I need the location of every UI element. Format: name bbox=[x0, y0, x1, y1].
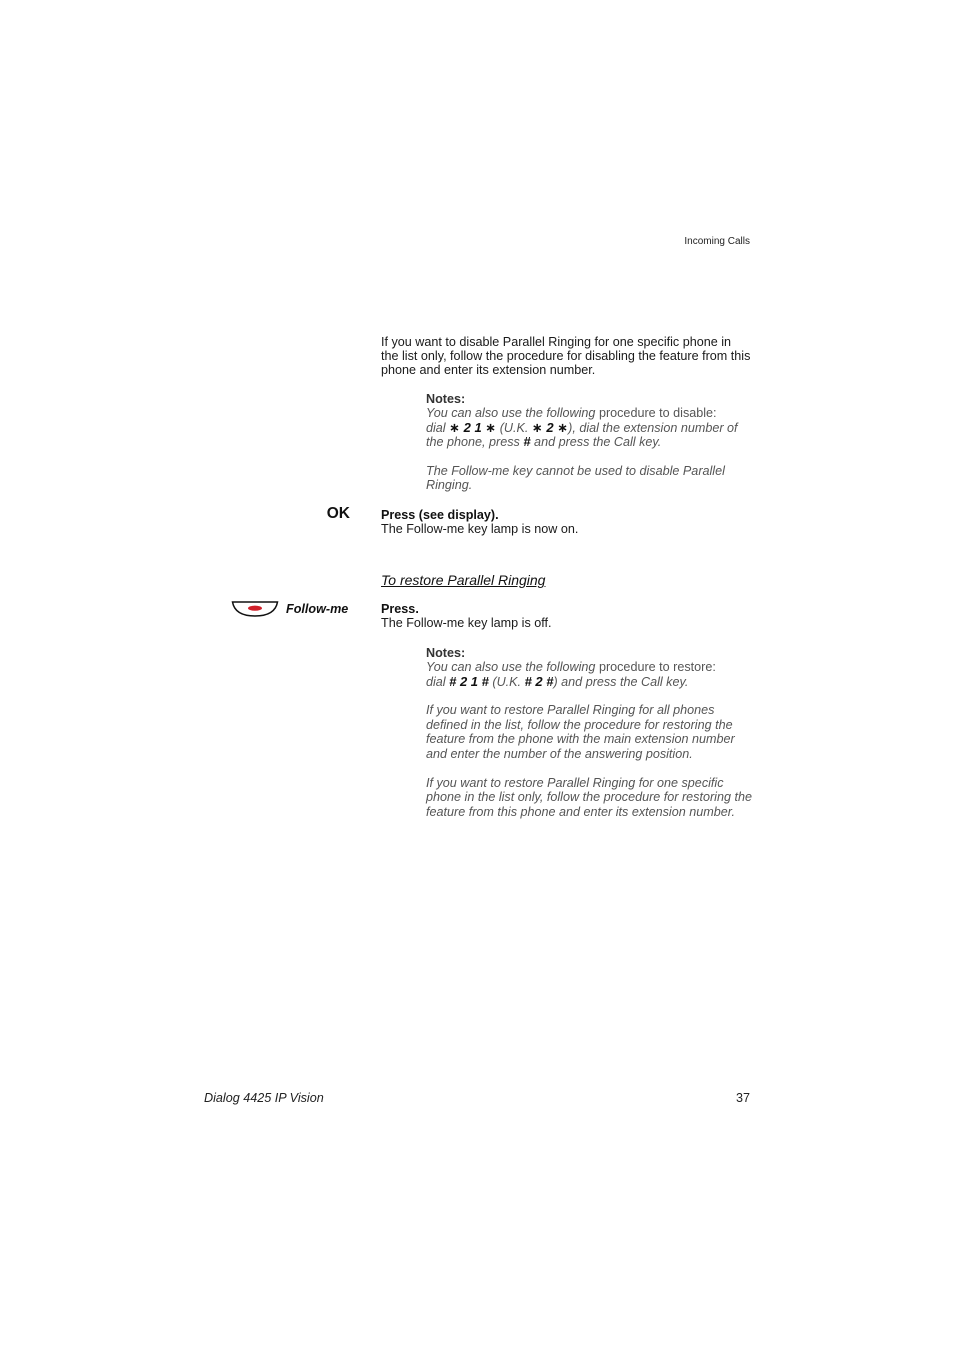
ok-step-title: Press (see display). bbox=[381, 508, 499, 522]
page-header-section: Incoming Calls bbox=[684, 236, 750, 247]
notes-para-2: The Follow-me key cannot be used to disable Parallel Ringing. bbox=[426, 463, 725, 493]
dial-code-restore-uk: # 2 # bbox=[524, 673, 554, 689]
dial-code-disable: ∗ 2 1 ∗ bbox=[449, 419, 497, 435]
restore-step-desc: The Follow-me key lamp is off. bbox=[381, 616, 552, 630]
restore-heading: To restore Parallel Ringing bbox=[381, 572, 546, 588]
ok-key-label: OK bbox=[326, 505, 350, 522]
hash-key-symbol: # bbox=[523, 434, 531, 450]
follow-me-key-label: Follow-me bbox=[286, 602, 349, 616]
notes-line-1: You can also use the following procedure to restore: dial # 2 1 # (U.K. # 2 #) and press the Call key. bbox=[426, 660, 716, 689]
notes-restore bbox=[426, 646, 756, 819]
notes-para-3: If you want to restore Parallel Ringing for one specific phone in the list only, follow the procedure for restoring the feature from this phone and enter its extension number. bbox=[426, 775, 752, 819]
restore-step-title: Press. bbox=[381, 602, 419, 616]
dial-code-restore: # 2 1 # bbox=[449, 673, 489, 689]
notes-line-1: You can also use the following procedure to disable: dial ∗ 2 1 ∗ (U.K. ∗ 2 ∗), dial the extension number of the phone, press # and press the Call key. bbox=[426, 406, 738, 450]
follow-me-key-icon bbox=[231, 600, 279, 618]
notes-title: Notes: bbox=[426, 646, 466, 660]
page-number: 37 bbox=[735, 1091, 750, 1105]
dial-code-disable-uk: ∗ 2 ∗ bbox=[531, 419, 569, 435]
notes-para-2: If you want to restore Parallel Ringing for all phones defined in the list, follow the procedure for restoring the feature from the phone with the main extension number and enter the number of the answering position. bbox=[426, 703, 735, 761]
notes-disable bbox=[426, 392, 756, 493]
notes-title: Notes: bbox=[426, 392, 466, 406]
footer-product-name: Dialog 4425 IP Vision bbox=[204, 1091, 324, 1105]
ok-step bbox=[381, 508, 751, 536]
ok-step-desc: The Follow-me key lamp is now on. bbox=[381, 522, 579, 536]
intro-paragraph: If you want to disable Parallel Ringing for one specific phone in the list only, follow the procedure for disabling the feature from this phone and enter its extension number. bbox=[381, 335, 751, 378]
restore-step bbox=[381, 602, 751, 630]
